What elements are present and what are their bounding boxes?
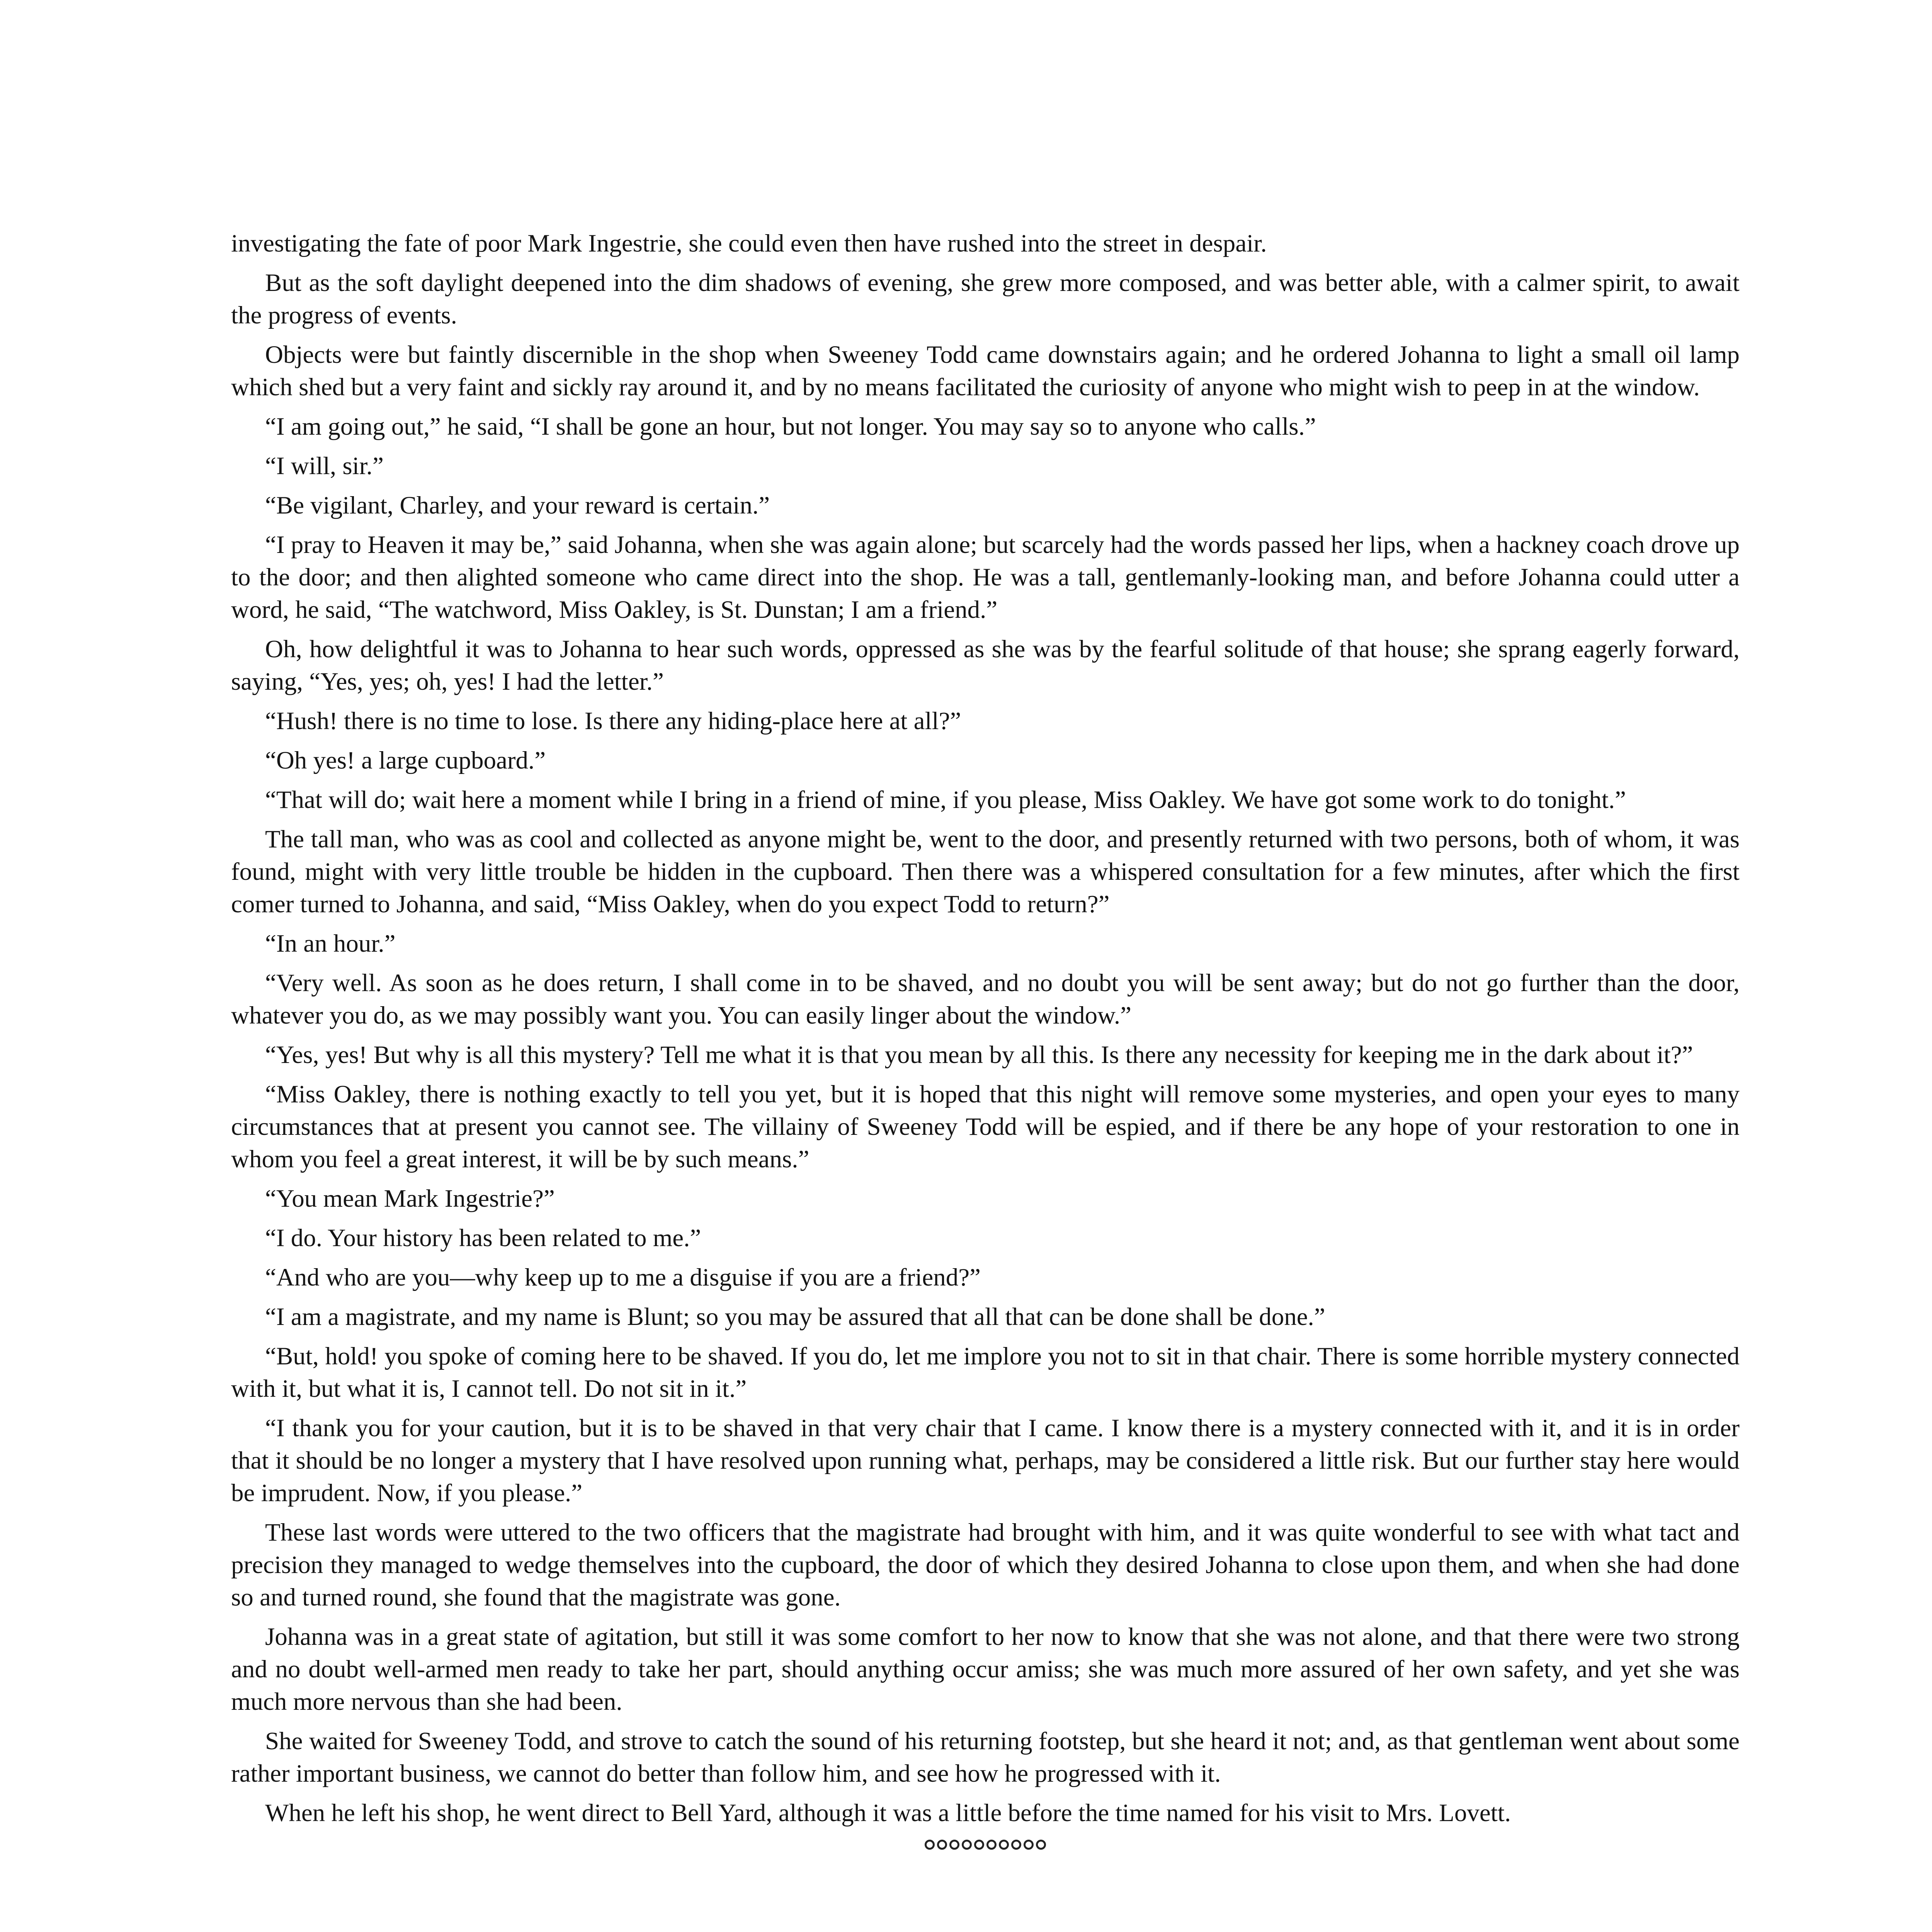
paragraph: “You mean Mark Ingestrie?” [265, 1185, 555, 1213]
paragraph: Objects were but faintly discernible in the shop when Sweeney Todd came downstairs again; and he ordered Johanna to light a small oil lamp which shed but a very faint and sickly ray around it, and by no means facilitated the curiosity of anyone who might wish to peep in at the window. [231, 341, 1740, 401]
paragraph: “I am a magistrate, and my name is Blunt; so you may be assured that all that can be done shall be done.” [265, 1303, 1325, 1331]
paragraph: “Yes, yes! But why is all this mystery? Tell me what it is that you mean by all this. Is there any necessity for keeping me in the dark about it?” [265, 1041, 1693, 1069]
paragraph-continued: investigating the fate of poor Mark Ingestrie, she could even then have rushed into the street in despair. [231, 230, 1267, 257]
book-page [231, 227, 1740, 1852]
paragraph: Oh, how delightful it was to Johanna to hear such words, oppressed as she was by the fearful solitude of that house; she sprang eagerly forward, saying, “Yes, yes; oh, yes! I had the letter.” [231, 635, 1740, 696]
section-divider-ornament [231, 1836, 1740, 1852]
ring-divider-icon [949, 1840, 959, 1850]
paragraph: These last words were uttered to the two officers that the magistrate had brought with him, and it was quite wonderful to see with what tact and precision they managed to wedge themselves into the cupboard, the door of which they desired Johanna to close upon them, and when she had done so and turned round, she found that the magistrate was gone. [231, 1519, 1740, 1611]
ring-divider-icon [1036, 1840, 1046, 1850]
paragraph: “Oh yes! a large cupboard.” [265, 747, 546, 774]
paragraph: “I am going out,” he said, “I shall be gone an hour, but not longer. You may say so to anyone who calls.” [265, 413, 1316, 440]
ring-divider-icon [974, 1840, 984, 1850]
paragraph: But as the soft daylight deepened into the dim shadows of evening, she grew more composed, and was better able, with a calmer spirit, to await the progress of events. [231, 269, 1740, 329]
paragraph: “I pray to Heaven it may be,” said Johanna, when she was again alone; but scarcely had the words passed her lips, when a hackney coach drove up to the door; and then alighted someone who came direct into the shop. He was a tall, gentlemanly-looking man, and before Johanna could utter a word, he said, “The watchword, Miss Oakley, is St. Dunstan; I am a friend.” [231, 531, 1740, 624]
paragraph: “Miss Oakley, there is nothing exactly to tell you yet, but it is hoped that this night will remove some mysteries, and open your eyes to many circumstances that at present you cannot see. The villainy of Sweeney Todd will be espied, and if there be any hope of your restoration to one in whom you feel a great interest, it will be by such means.” [231, 1080, 1740, 1173]
paragraph: “I will, sir.” [265, 452, 384, 480]
paragraph: “I thank you for your caution, but it is to be shaved in that very chair that I came. I know there is a mystery connected with it, and it is in order that it should be no longer a mystery that I have resolved upon running what, perhaps, may be considered a little risk. But our further stay here would be imprudent. Now, if you please.” [231, 1414, 1740, 1507]
paragraph: “Hush! there is no time to lose. Is there any hiding-place here at all?” [265, 707, 961, 735]
ring-divider-icon [1024, 1840, 1034, 1850]
ring-divider-icon [962, 1840, 972, 1850]
paragraph: “But, hold! you spoke of coming here to be shaved. If you do, let me implore you not to sit in that chair. There is some horrible mystery connected with it, but what it is, I cannot tell. Do not sit in it.” [231, 1342, 1740, 1403]
ring-divider-icon [925, 1840, 935, 1850]
paragraph: “Very well. As soon as he does return, I shall come in to be shaved, and no doubt you will be sent away; but do not go further than the door, whatever you do, as we may possibly want you. You can easily linger about the window.” [231, 969, 1740, 1029]
paragraph: She waited for Sweeney Todd, and strove to catch the sound of his returning footstep, but she heard it not; and, as that gentleman went about some rather important business, we cannot do better than follow him, and see how he progressed with it. [231, 1727, 1740, 1787]
paragraph: “And who are you—why keep up to me a disguise if you are a friend?” [265, 1264, 981, 1291]
paragraph: Johanna was in a great state of agitation, but still it was some comfort to her now to know that she was not alone, and that there were two strong and no doubt well-armed men ready to take her part, should anything occur amiss; she was much more assured of her own safety, and yet she was much more nervous than she had been. [231, 1623, 1740, 1716]
ring-divider-icon [986, 1840, 997, 1850]
paragraph: “I do. Your history has been related to me.” [265, 1224, 701, 1252]
paragraph: “That will do; wait here a moment while I bring in a friend of mine, if you please, Miss Oakley. We have got some work to do tonight.” [265, 786, 1626, 814]
paragraph: “In an hour.” [265, 930, 396, 957]
ring-divider-icon [1011, 1840, 1021, 1850]
paragraph: “Be vigilant, Charley, and your reward is certain.” [265, 492, 770, 519]
paragraph: The tall man, who was as cool and collected as anyone might be, went to the door, and presently returned with two persons, both of whom, it was found, might with very little trouble be hidden in the cupboard. Then there was a whispered consultation for a few minutes, after which the first comer turned to Johanna, and said, “Miss Oakley, when do you expect Todd to return?” [231, 825, 1740, 918]
ring-divider-icon [937, 1840, 947, 1850]
ring-divider-icon [999, 1840, 1009, 1850]
paragraph: When he left his shop, he went direct to Bell Yard, although it was a little before the time named for his visit to Mrs. Lovett. [265, 1799, 1511, 1827]
